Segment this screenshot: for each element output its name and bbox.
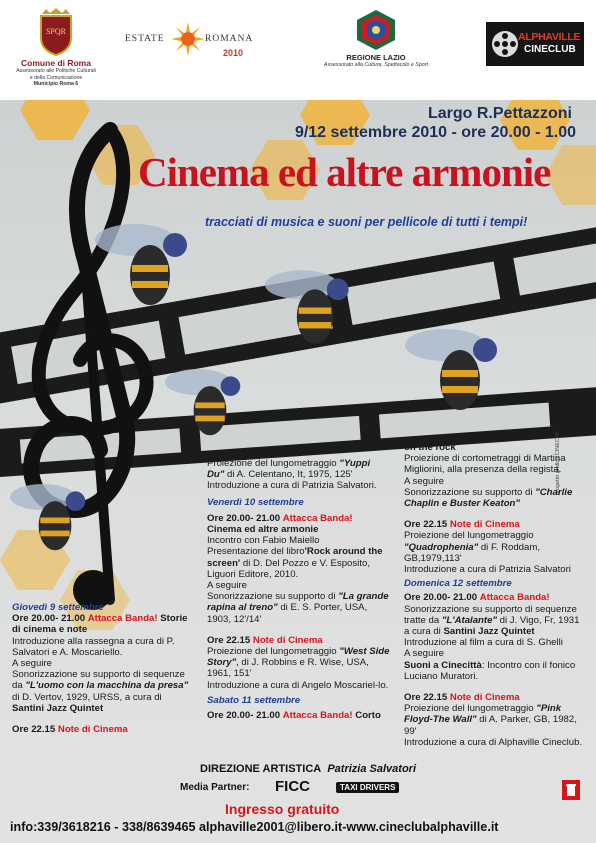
text-line: Incontro con Fabio Maiello	[207, 535, 320, 547]
band-name: Santini Jazz Quintet	[12, 702, 104, 714]
book-title: 'Rock around the screen'	[207, 546, 383, 569]
text-line: Introduzione a cura di Alphaville Cineclub.	[404, 736, 583, 748]
venue: Largo R.Pettazzoni	[427, 105, 572, 122]
film-title: "Yuppi Du"	[207, 458, 371, 481]
text-line: Proiezione del lungometraggio	[207, 646, 337, 658]
text-line: Suoni a Cinecittà	[404, 659, 482, 671]
text-line: Introduzione a cura di Patrizia Salvatori	[404, 564, 571, 576]
text-line: Introduzione al film a cura di S. Ghelli	[404, 637, 563, 649]
band-name: Santini Jazz Quintet	[443, 626, 535, 638]
text-line: Media Partner:	[180, 782, 250, 793]
comune-di-roma-logo	[10, 8, 102, 88]
text-line: A seguire	[404, 475, 445, 487]
text-line: Proiezione del lungometraggio	[404, 530, 534, 542]
day-heading: Giovedì 9 settembre	[12, 602, 104, 613]
day-heading: Domenica 12 settembre	[404, 578, 512, 590]
estate-right: ROMANA	[205, 34, 254, 44]
text-line: A seguire	[404, 648, 445, 660]
poster-title: Cinema ed altre armonie	[138, 149, 551, 195]
text-line: Proiezione del lungometraggio	[207, 458, 337, 469]
alphaville-line1: ALPHAVILLE	[518, 31, 581, 43]
crest-text: SPQR	[45, 27, 67, 36]
text-line: Sonorizzazione su supporto di	[404, 486, 533, 498]
lazio-sub: Assessorato alla Cultura, Spettacolo e Sport	[324, 62, 428, 68]
text-line: DIREZIONE ARTISTICA	[200, 763, 322, 775]
recycle-bin-icon	[562, 780, 580, 800]
text-line: A seguire	[12, 658, 53, 670]
text-line: Proiezione del lungometraggio	[404, 703, 534, 715]
bee-icon	[95, 215, 205, 315]
lazio-emblem-icon	[357, 10, 395, 50]
text-line: a cura di P. Salvatori e A. Moscariello.	[12, 635, 175, 658]
text-line: Patrizia Salvatori	[327, 763, 416, 775]
film-title: "L'uomo con la macchina da presa"	[25, 680, 189, 692]
ingresso-gratuito: Ingresso gratuito	[225, 801, 340, 817]
text-line: : Incontro con il fonico Luciano Muratori.	[404, 659, 576, 682]
program-col-3	[404, 442, 584, 748]
text-line: Sonorizzazione su supporto di	[207, 591, 336, 603]
sun-icon	[171, 22, 205, 56]
event-time: Ore 20.00- 21.00	[12, 613, 86, 625]
film-title: "West Side Story"	[207, 646, 390, 669]
taxi-drivers-logo: TAXI DRIVERS	[336, 782, 399, 793]
film-title: "Charlie Chaplin e Buster Keaton"	[404, 486, 573, 510]
event-title: Note di Cinema	[57, 724, 128, 736]
event-title: Attacca Banda!	[87, 613, 158, 625]
bee-icon	[165, 360, 255, 445]
film-reel-icon	[490, 29, 520, 59]
graphic-credit: progetto grafico CINECAT	[555, 431, 561, 495]
text-line: on the rock	[404, 442, 456, 453]
text-line: di J. Vigo, Fr, 1931 a cura di	[404, 614, 580, 638]
text-line: di D. Vertov, 1929, URSS, a cura di	[12, 691, 162, 703]
treble-clef-icon	[15, 120, 185, 640]
event-title: Attacca Banda!	[479, 592, 550, 604]
comune-line-1: Assessorato alle Politiche Culturali	[16, 68, 96, 74]
text-line: Sonorizzazione su supporto di sequenze tratte da	[404, 603, 577, 626]
text-line: Corto	[355, 710, 381, 722]
text-line: di D. Del Pozzo e V. Esposito, Liguori Editore, 2010.	[207, 557, 370, 580]
honeycomb-cell	[545, 145, 596, 205]
event-subtitle: Storie di cinema e note	[12, 613, 188, 636]
film-title: "L'Atalante"	[441, 614, 497, 626]
direzione-artistica	[200, 763, 416, 775]
film-title: "Pink Floyd-The Wall"	[404, 703, 562, 726]
day-heading: Venerdì 10 settembre	[207, 496, 304, 508]
bee-icon	[10, 475, 100, 560]
day-heading: Sabato 11 settembre	[207, 694, 301, 706]
event-time: Ore 20.00- 21.00	[404, 592, 478, 604]
event-time: Ore 20.00- 21.00	[207, 512, 281, 524]
estate-year: 2010	[223, 48, 244, 58]
text-line: Introduzione alla rassegna	[12, 635, 125, 647]
roma-crest-icon	[38, 8, 74, 56]
film-title: "Quadrophenia"	[404, 541, 479, 553]
event-title: Note di Cinema	[252, 634, 323, 646]
text-line: Proiezione di cortometraggi di Martina Migliorini, alla presenza della regista.	[404, 453, 566, 476]
program-col-1	[12, 602, 196, 735]
text-line: A seguire	[207, 580, 248, 592]
comune-line-3: Municipio Roma 6	[33, 81, 79, 87]
text-line: di E. S. Porter, USA, 1903, 12'/14'	[207, 602, 368, 625]
text-line: Presentazione del libro	[207, 546, 305, 558]
text-line: Introduzione a cura di Angelo Moscariel-lo.	[207, 679, 389, 691]
text-line: di F. Roddam, GB,1979,113'	[404, 541, 540, 564]
event-time: Ore 22.15	[207, 634, 251, 646]
estate-romana-logo	[125, 20, 255, 70]
bee-icon	[265, 260, 365, 355]
dates: 9/12 settembre 2010 - ore 20.00 - 1.00	[294, 124, 576, 141]
event-time: Ore 22.15	[12, 724, 56, 736]
program-col-2	[207, 458, 390, 721]
alphaville-cineclub-logo	[486, 22, 584, 66]
event-title: Note di Cinema	[449, 519, 520, 531]
media-partner	[180, 782, 249, 793]
text-line: di A. Parker, GB, 1982, 99'	[404, 714, 577, 737]
event-title: Note di Cinema	[449, 692, 520, 704]
poster-subtitle: tracciati di musica e suoni per pellicole di tutti i tempi!	[205, 215, 528, 229]
event-title: Attacca Banda!	[282, 710, 353, 722]
comune-title: Comune di Roma	[21, 58, 91, 68]
event-time: Ore 22.15	[404, 519, 448, 531]
text-line: , di J. Robbins e R. Wise, USA, 1961, 151'	[207, 657, 369, 680]
text-line: Sonorizzazione su supporto di sequenze da	[12, 669, 185, 692]
comune-line-2: e della Comunicazione	[29, 74, 83, 81]
poster-background	[0, 100, 596, 843]
contact-info: info:339/3618216 - 338/8639465 alphaville2001@libero.it-www.cineclubalphaville.it	[10, 820, 499, 834]
text-line: Cinema ed altre armonie	[207, 524, 319, 536]
event-time: Ore 22.15	[404, 692, 448, 704]
regione-lazio-logo	[315, 10, 437, 68]
estate-left: ESTATE	[125, 34, 165, 44]
bee-icon	[405, 315, 515, 425]
event-time: Ore 20.00- 21.00	[207, 710, 281, 722]
header-logos	[0, 0, 596, 100]
film-title: "La grande rapina al treno"	[207, 591, 389, 614]
alphaville-line2: CINECLUB	[524, 44, 576, 55]
text-line: Introduzione a cura di Patrizia Salvatori.	[207, 480, 377, 492]
lazio-title: REGIONE LAZIO	[346, 53, 406, 62]
ficc-logo: FICC	[275, 778, 310, 795]
text-line: di A. Celentano, It, 1975, 125'	[227, 469, 353, 481]
event-title: Attacca Banda!	[282, 512, 353, 524]
